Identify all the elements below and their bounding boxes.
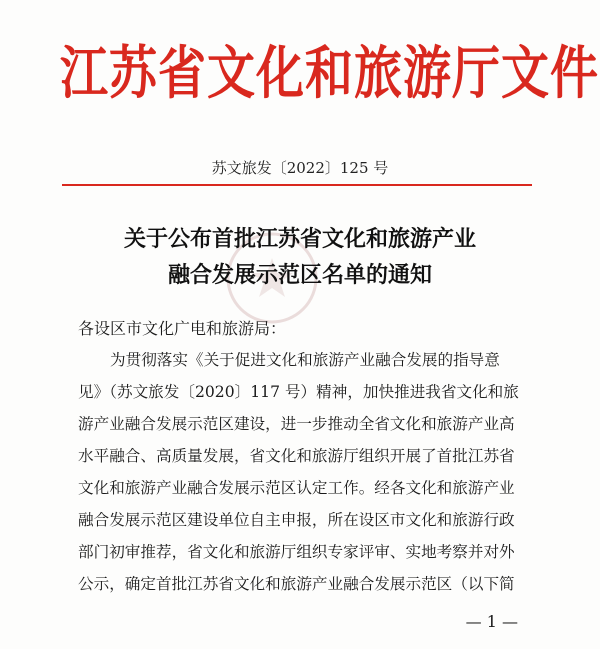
document-title-line-2: 融合发展示范区名单的通知: [167, 263, 432, 288]
body-line: 游产业融合发展示范区建设，进一步推动全省文化和旅游产业高: [78, 415, 515, 433]
body-line: 融合发展示范区建设单位自主申报，所在设区市文化和旅游行政: [78, 511, 515, 529]
body-line: 文化和旅游产业融合发展示范区认定工作。经各文化和旅游产业: [78, 479, 515, 497]
body-line: 公示，确定首批江苏省文化和旅游产业融合发展示范区（以下简: [78, 575, 515, 593]
body-line: 部门初审推荐，省文化和旅游厅组织专家评审、实地考察并对外: [78, 543, 515, 561]
document-title-line-1: 关于公布首批江苏省文化和旅游产业: [123, 227, 476, 252]
document-number: 苏文旅发〔2022〕125 号: [211, 159, 389, 177]
body-line: 为贯彻落实《关于促进文化和旅游产业融合发展的指导意: [110, 351, 500, 369]
letterhead-title: 江苏省文化和旅游厅文件: [60, 40, 600, 107]
page-number: — 1 —: [465, 612, 518, 631]
body-line: 水平融合、高质量发展，省文化和旅游厅组织开展了首批江苏省: [78, 447, 515, 465]
red-divider-rule: [62, 184, 532, 186]
body-line: 见》（苏文旅发〔2020〕117 号）精神，加快推进我省文化和旅: [78, 383, 519, 401]
salutation: 各设区市文化广电和旅游局：: [78, 319, 287, 338]
